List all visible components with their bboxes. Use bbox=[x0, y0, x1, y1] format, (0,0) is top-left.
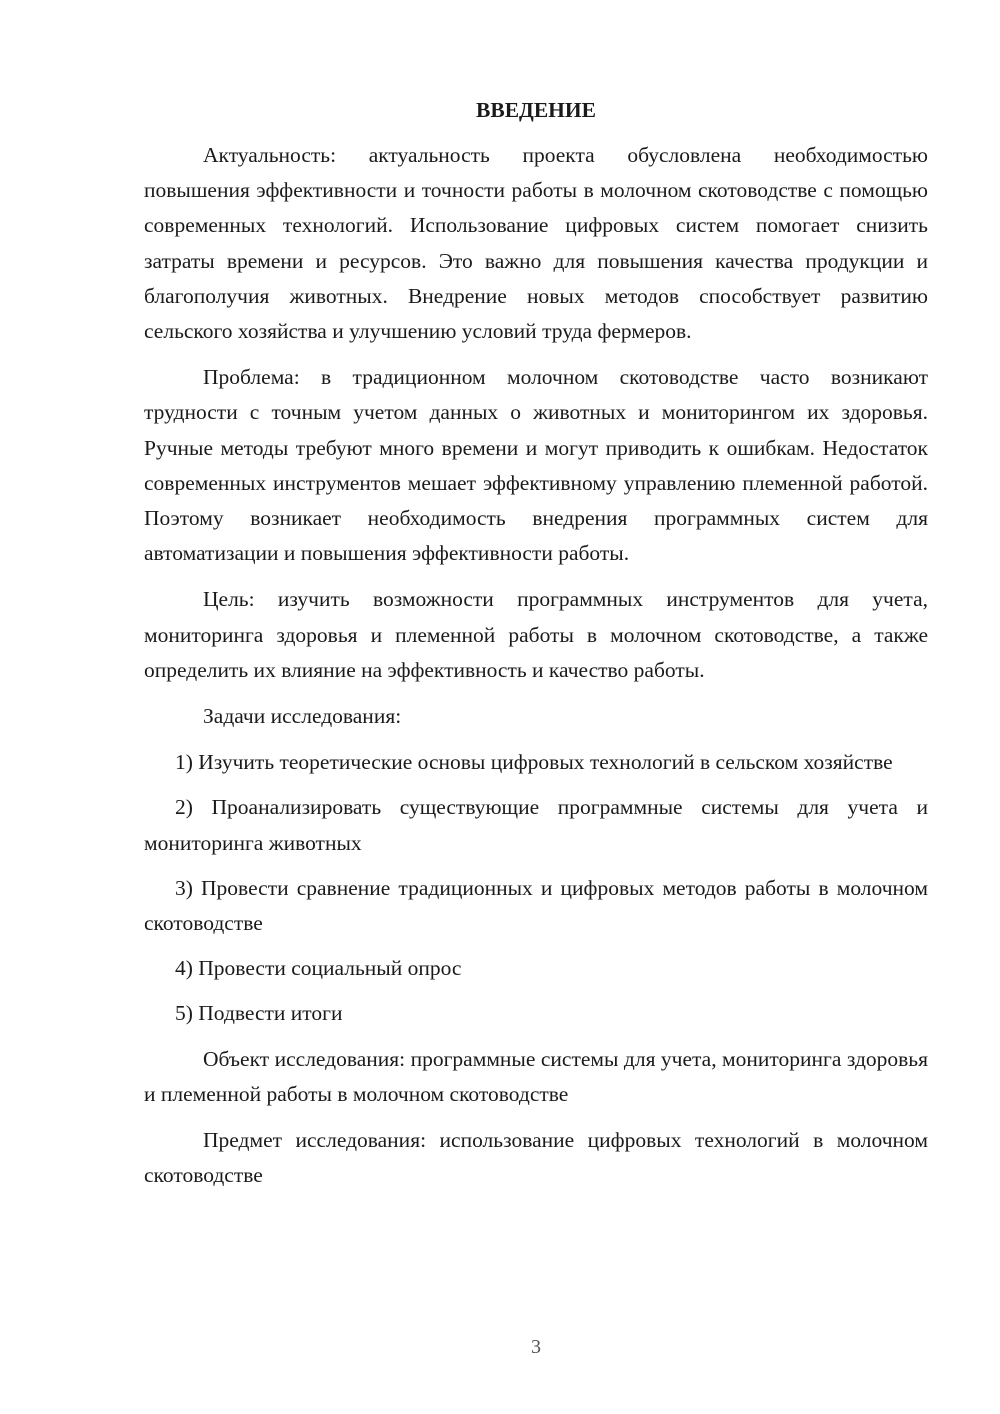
goal-paragraph: Цель: изучить возможности программных инструментов для учета, мониторинга здоровья и племенной работы в молочном скотоводстве, а также определить их влияние на эффективность и качество работы. bbox=[144, 587, 928, 682]
task-item-3: 3) Провести сравнение традиционных и цифровых методов работы в молочном скотоводстве bbox=[144, 875, 928, 936]
section-heading: ВВЕДЕНИЕ bbox=[476, 98, 596, 122]
problem-paragraph: Проблема: в традиционном молочном скотоводстве часто возникают трудности с точным учетом данных о животных и мониторингом их здоровья. Ручные методы требуют много времени и могут приводить к ошибкам. Недостаток современных инструментов мешает эффективному управлению племенной работой. Поэтому возникает необходимость внедрения программных систем для автоматизации и повышения эффективности работы. bbox=[144, 365, 928, 566]
page-content bbox=[144, 93, 928, 1204]
task-item-5: 5) Подвести итоги bbox=[175, 1001, 343, 1026]
task-item-1: 1) Изучить теоретические основы цифровых технологий в сельском хозяйстве bbox=[175, 750, 893, 775]
page-number: 3 bbox=[531, 1336, 541, 1358]
object-paragraph: Объект исследования: программные системы для учета, мониторинга здоровья и племенной работы в молочном скотоводстве bbox=[144, 1046, 928, 1106]
task-item-4: 4) Провести социальный опрос bbox=[175, 956, 462, 981]
subject-paragraph: Предмет исследования: использование цифровых технологий в молочном скотоводстве bbox=[144, 1128, 928, 1188]
tasks-label: Задачи исследования: bbox=[203, 704, 402, 729]
relevance-paragraph: Актуальность: актуальность проекта обусловлена необходимостью повышения эффективности и точности работы в молочном скотоводстве с помощью современных технологий. Использование цифровых систем помогает снизить затраты времени и ресурсов. Это важно для повышения качества продукции и благополучия животных. Внедрение новых методов способствует развитию сельского хозяйства и улучшению условий труда фермеров. bbox=[144, 143, 928, 344]
task-item-2: 2) Проанализировать существующие программные системы для учета и мониторинга животных bbox=[144, 795, 928, 855]
